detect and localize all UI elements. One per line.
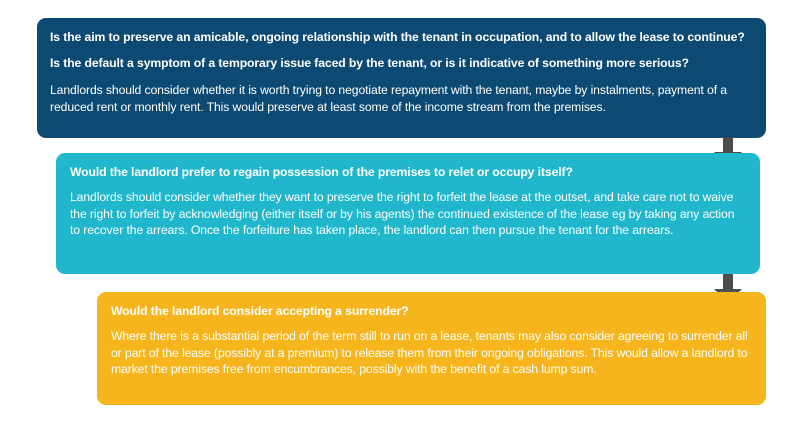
step-3-box [97, 292, 766, 405]
step-2-box [56, 153, 760, 274]
step-1-question-1: Is the aim to preserve an amicable, ongoing relationship with the tenant in occupation, and to allow the lease to continue? [50, 30, 745, 44]
step-1-box [37, 18, 766, 138]
step-2-body: Landlords should consider whether they want to preserve the right to forfeit the lease at the outset, and take care not to waive the right to forfeit by acknowledging (either itself or by his agents) the continued existence of the lease eg by taking any action to recover the arrears. Once the forfeiture has taken place, the landlord can then pursue the tenant for the arrears. [70, 190, 735, 237]
step-1-question-2: Is the default a symptom of a temporary issue faced by the tenant, or is it indicative of something more serious? [50, 56, 689, 70]
step-3-body: Where there is a substantial period of the term still to run on a lease, tenants may also consider agreeing to surrender all or part of the lease (possibly at a premium) to release them from their ongoing obligations. This would allow a landlord to market the premises free from encumbrances, possibly with the benefit of a cash lump sum. [111, 329, 748, 376]
step-3-question: Would the landlord consider accepting a surrender? [111, 304, 409, 318]
step-2-question: Would the landlord prefer to regain possession of the premises to relet or occupy itself? [70, 165, 573, 179]
step-1-body: Landlords should consider whether it is worth trying to negotiate repayment with the tenant, maybe by instalments, payment of a reduced rent or monthly rent. This would preserve at least some of the income stream from the premises. [50, 83, 727, 114]
